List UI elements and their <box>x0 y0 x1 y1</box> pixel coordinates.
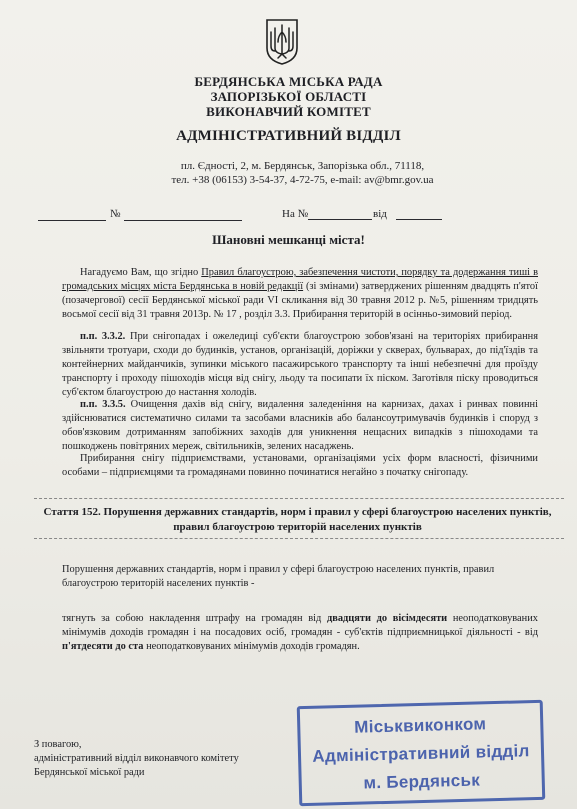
incoming-number-label: На № <box>282 208 309 220</box>
p6-mid: неоподатковуваних мінімумів доходів громадян і на посадових осіб, громадян - суб'єктів підприємницької діяльності - від <box>62 613 538 638</box>
divider-top <box>34 498 564 499</box>
clause-label-3-3-5: п.п. 3.3.5. <box>80 399 126 410</box>
department-title: АДМІНІСТРАТИВНИЙ ВІДДІЛ <box>176 128 401 144</box>
greeting: Шановні мешканці міста! <box>212 232 365 247</box>
penalty-officials: п'ятдесяти до ста <box>62 641 144 652</box>
p4-text: Прибирання снігу підприємствами, установами, організаціями усіх форм власності, фізичними особами – підприємцями та громадянами повинно починатися негайно з початку снігопаду. <box>62 453 538 478</box>
paragraph-violation: Порушення державних стандартів, норм і правил у сфері благоустрою населених пунктів, правил благоустрою територій населених пунктів - <box>62 564 495 589</box>
paragraph-penalty <box>62 612 538 654</box>
incoming-date-line <box>396 219 442 220</box>
official-stamp <box>297 700 546 806</box>
stamp-line-1: Міськвиконком <box>354 714 487 737</box>
stamp-line-3: м. Бердянськ <box>363 770 481 793</box>
stamp-line-2: Адміністративний відділ <box>312 741 530 766</box>
divider-bottom <box>34 538 564 539</box>
organization-body: ВИКОНАВЧИЙ КОМІТЕТ <box>206 104 371 119</box>
signatory-council: Бердянської міської ради <box>34 767 145 778</box>
outgoing-number-line <box>124 220 242 221</box>
p1-end: (зі змінами) затверджених рішенням двадцять п'ятої (позачергової) сесії Бердянської міської ради VI скликання від 30 травня 2012 р. №5, рішенням тридцять восьмої сесії від 31 травня 2013р. № 17 , розділ 3.3. Прибирання територій в осінньо-зимовий період. <box>62 281 538 320</box>
coat-of-arms-icon <box>264 18 300 66</box>
paragraph-3-3-2 <box>62 330 538 400</box>
signatory-department: адміністративний відділ виконавчого комітету <box>34 753 239 764</box>
penalty-citizens: двадцяти до вісімдесяти <box>326 613 448 624</box>
paragraph-3-3-5 <box>62 398 538 454</box>
paragraph-snow-removal <box>62 452 538 480</box>
organization-region: ЗАПОРІЗЬКОЇ ОБЛАСТІ <box>210 89 367 104</box>
outgoing-date-line <box>38 220 106 221</box>
clause-text-3-3-5: Очищення дахів від снігу, видалення заледеніння на карнизах, дахах і ринвах повинні здійснюватися систематично силами та засобами власників або балансоутримувачів будинків і споруд з обов'язковим дотриманням запобіжних заходів для уникнення нещасних випадків з пішоходами та пошкоджень повітряних мереж, світильників, зелених насаджень. <box>62 399 538 452</box>
p6-start: тягнуть за собою накладення штрафу на громадян від <box>62 613 327 624</box>
incoming-date-label: від <box>373 208 387 220</box>
clause-text-3-3-2: При снігопадах і ожеледиці суб'єкти благоустрою зобов'язані на територіях прибирання звільняти тротуари, сходи до будинків, установ, організацій, доріжки у скверах, бульварах, до під'їздів та контейнерних майданчиків, зупинки міського пасажирського транспорту та інші небезпечні для проїзду транспорту і проходу пішоходів місця від снігу, льоду та посипати їх піском. Заготівля піску проводиться суб'єктом благоустрою до настання холодів. <box>62 331 538 398</box>
closing-line: З повагою, <box>34 739 82 750</box>
contact-line: тел. +38 (06153) 3-54-37, 4-72-75, e-mail: av@bmr.gov.ua <box>171 174 434 186</box>
clause-label-3-3-2: п.п. 3.3.2. <box>80 331 126 342</box>
p6-end: неоподатковуваних мінімумів доходів громадян. <box>143 641 360 652</box>
rules-title: Правил благоустрою, забезпечення чистоти, порядку та додержання тиші в громадських місцях міста Бердянська в новій редакції <box>62 267 538 292</box>
p1-start: Нагадуємо Вам, що згідно <box>80 267 202 278</box>
address-line: пл. Єдності, 2, м. Бердянськ, Запорізька обл., 71118, <box>180 160 425 172</box>
organization-name: БЕРДЯНСЬКА МІСЬКА РАДА <box>194 74 383 89</box>
paragraph-reminder <box>62 266 538 322</box>
outgoing-number-label: № <box>110 208 121 220</box>
incoming-number-line <box>308 219 372 220</box>
article-title: Стаття 152. Порушення державних стандартів, норм і правил у сфері благоустрою населених пунктів, правил благоустрою територій населених пунктів <box>43 506 552 533</box>
